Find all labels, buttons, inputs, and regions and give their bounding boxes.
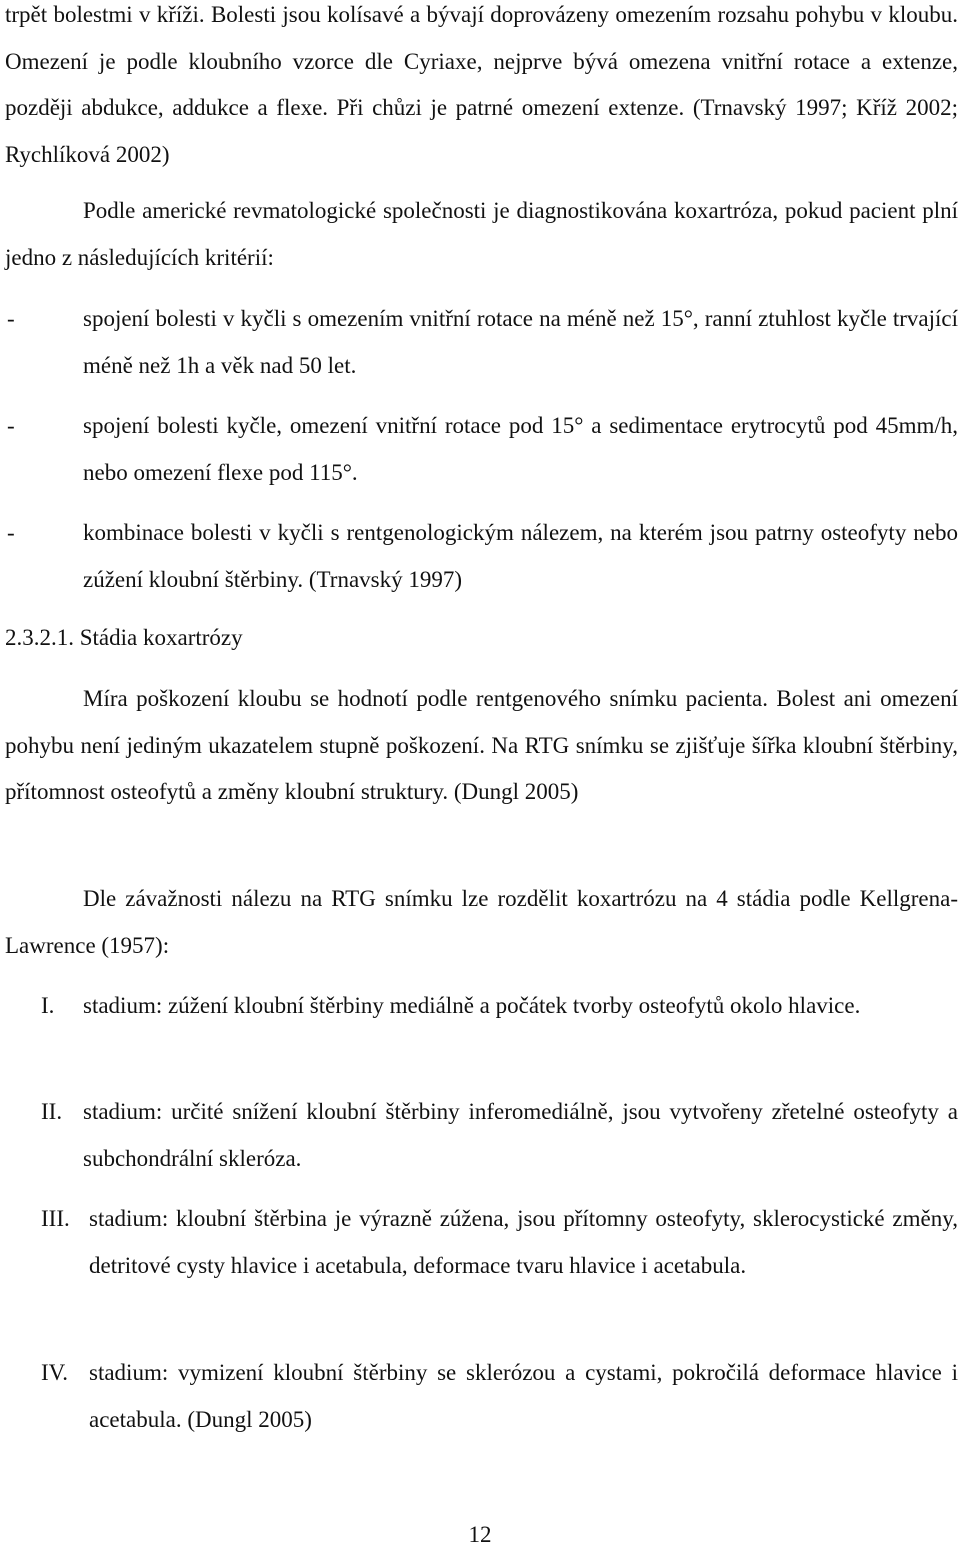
- roman-numeral: I.: [41, 993, 55, 1018]
- list-dash: -: [7, 306, 15, 331]
- stage-item-2: [5, 1089, 958, 1182]
- roman-numeral: III.: [41, 1206, 70, 1231]
- stage-item-text: stadium: určité snížení kloubní štěrbiny inferomediálně, jsou vytvořeny zřetelné osteofyty a subchondrální skleróza.: [83, 1099, 958, 1171]
- roman-numeral: IV.: [41, 1360, 69, 1385]
- list-dash: -: [7, 413, 15, 438]
- damage-paragraph: Míra poškození kloubu se hodnotí podle rentgenového snímku pacienta. Bolest ani omezení pohybu není jediným ukazatelem stupně poškození. Na RTG snímku se zjišťuje šířka kloubní štěrbiny, přítomnost osteofytů a změny kloubní struktury. (Dungl 2005): [5, 686, 958, 804]
- list-dash: -: [7, 520, 15, 545]
- stage-item-text: stadium: vymizení kloubní štěrbiny se sklerózou a cystami, pokročilá deformace hlavice i acetabula. (Dungl 2005): [89, 1360, 958, 1432]
- stage-item-3: [5, 1196, 958, 1289]
- criteria-item-text: spojení bolesti v kyčli s omezením vnitřní rotace na méně než 15°, ranní ztuhlost kyčle trvající méně než 1h a věk nad 50 let.: [83, 306, 958, 378]
- stage-item-4: [5, 1350, 958, 1443]
- criteria-item-text: kombinace bolesti v kyčli s rentgenologickým nálezem, na kterém jsou patrny osteofyty nebo zúžení kloubní štěrbiny. (Trnavský 1997): [83, 520, 958, 592]
- criteria-item-3: [5, 510, 958, 603]
- page-number: 12: [468, 1522, 492, 1547]
- roman-numeral: II.: [41, 1099, 63, 1124]
- section-heading: 2.3.2.1. Stádia koxartrózy: [5, 625, 243, 650]
- criteria-item-text: spojení bolesti kyčle, omezení vnitřní rotace pod 15° a sedimentace erytrocytů pod 45mm/h, nebo omezení flexe pod 115°.: [83, 413, 958, 485]
- intro-paragraph: trpět bolestmi v kříži. Bolesti jsou kolísavé a bývají doprovázeny omezením rozsahu pohybu v kloubu. Omezení je podle kloubního vzorce dle Cyriaxe, nejprve bývá omezena vnitřní rotace a extenze, později abdukce, addukce a flexe. Při chůzi je patrné omezení extenze. (Trnavský 1997; Kříž 2002; Rychlíková 2002): [5, 2, 958, 167]
- stage-item-1: [5, 983, 958, 1030]
- stages-intro-paragraph: Dle závažnosti nálezu na RTG snímku lze rozdělit koxartrózu na 4 stádia podle Kellgrena-Lawrence (1957):: [5, 886, 958, 958]
- criteria-item-1: [5, 296, 958, 389]
- stage-item-text: stadium: kloubní štěrbina je výrazně zúžena, jsou přítomny osteofyty, sklerocystické změny, detritové cysty hlavice i acetabula, deformace tvaru hlavice i acetabula.: [89, 1206, 958, 1278]
- criteria-item-2: [5, 403, 958, 496]
- criteria-intro-paragraph: Podle americké revmatologické společnosti je diagnostikována koxartróza, pokud pacient plní jedno z následujících kritérií:: [5, 198, 958, 270]
- stage-item-text: stadium: zúžení kloubní štěrbiny mediálně a počátek tvorby osteofytů okolo hlavice.: [83, 993, 861, 1018]
